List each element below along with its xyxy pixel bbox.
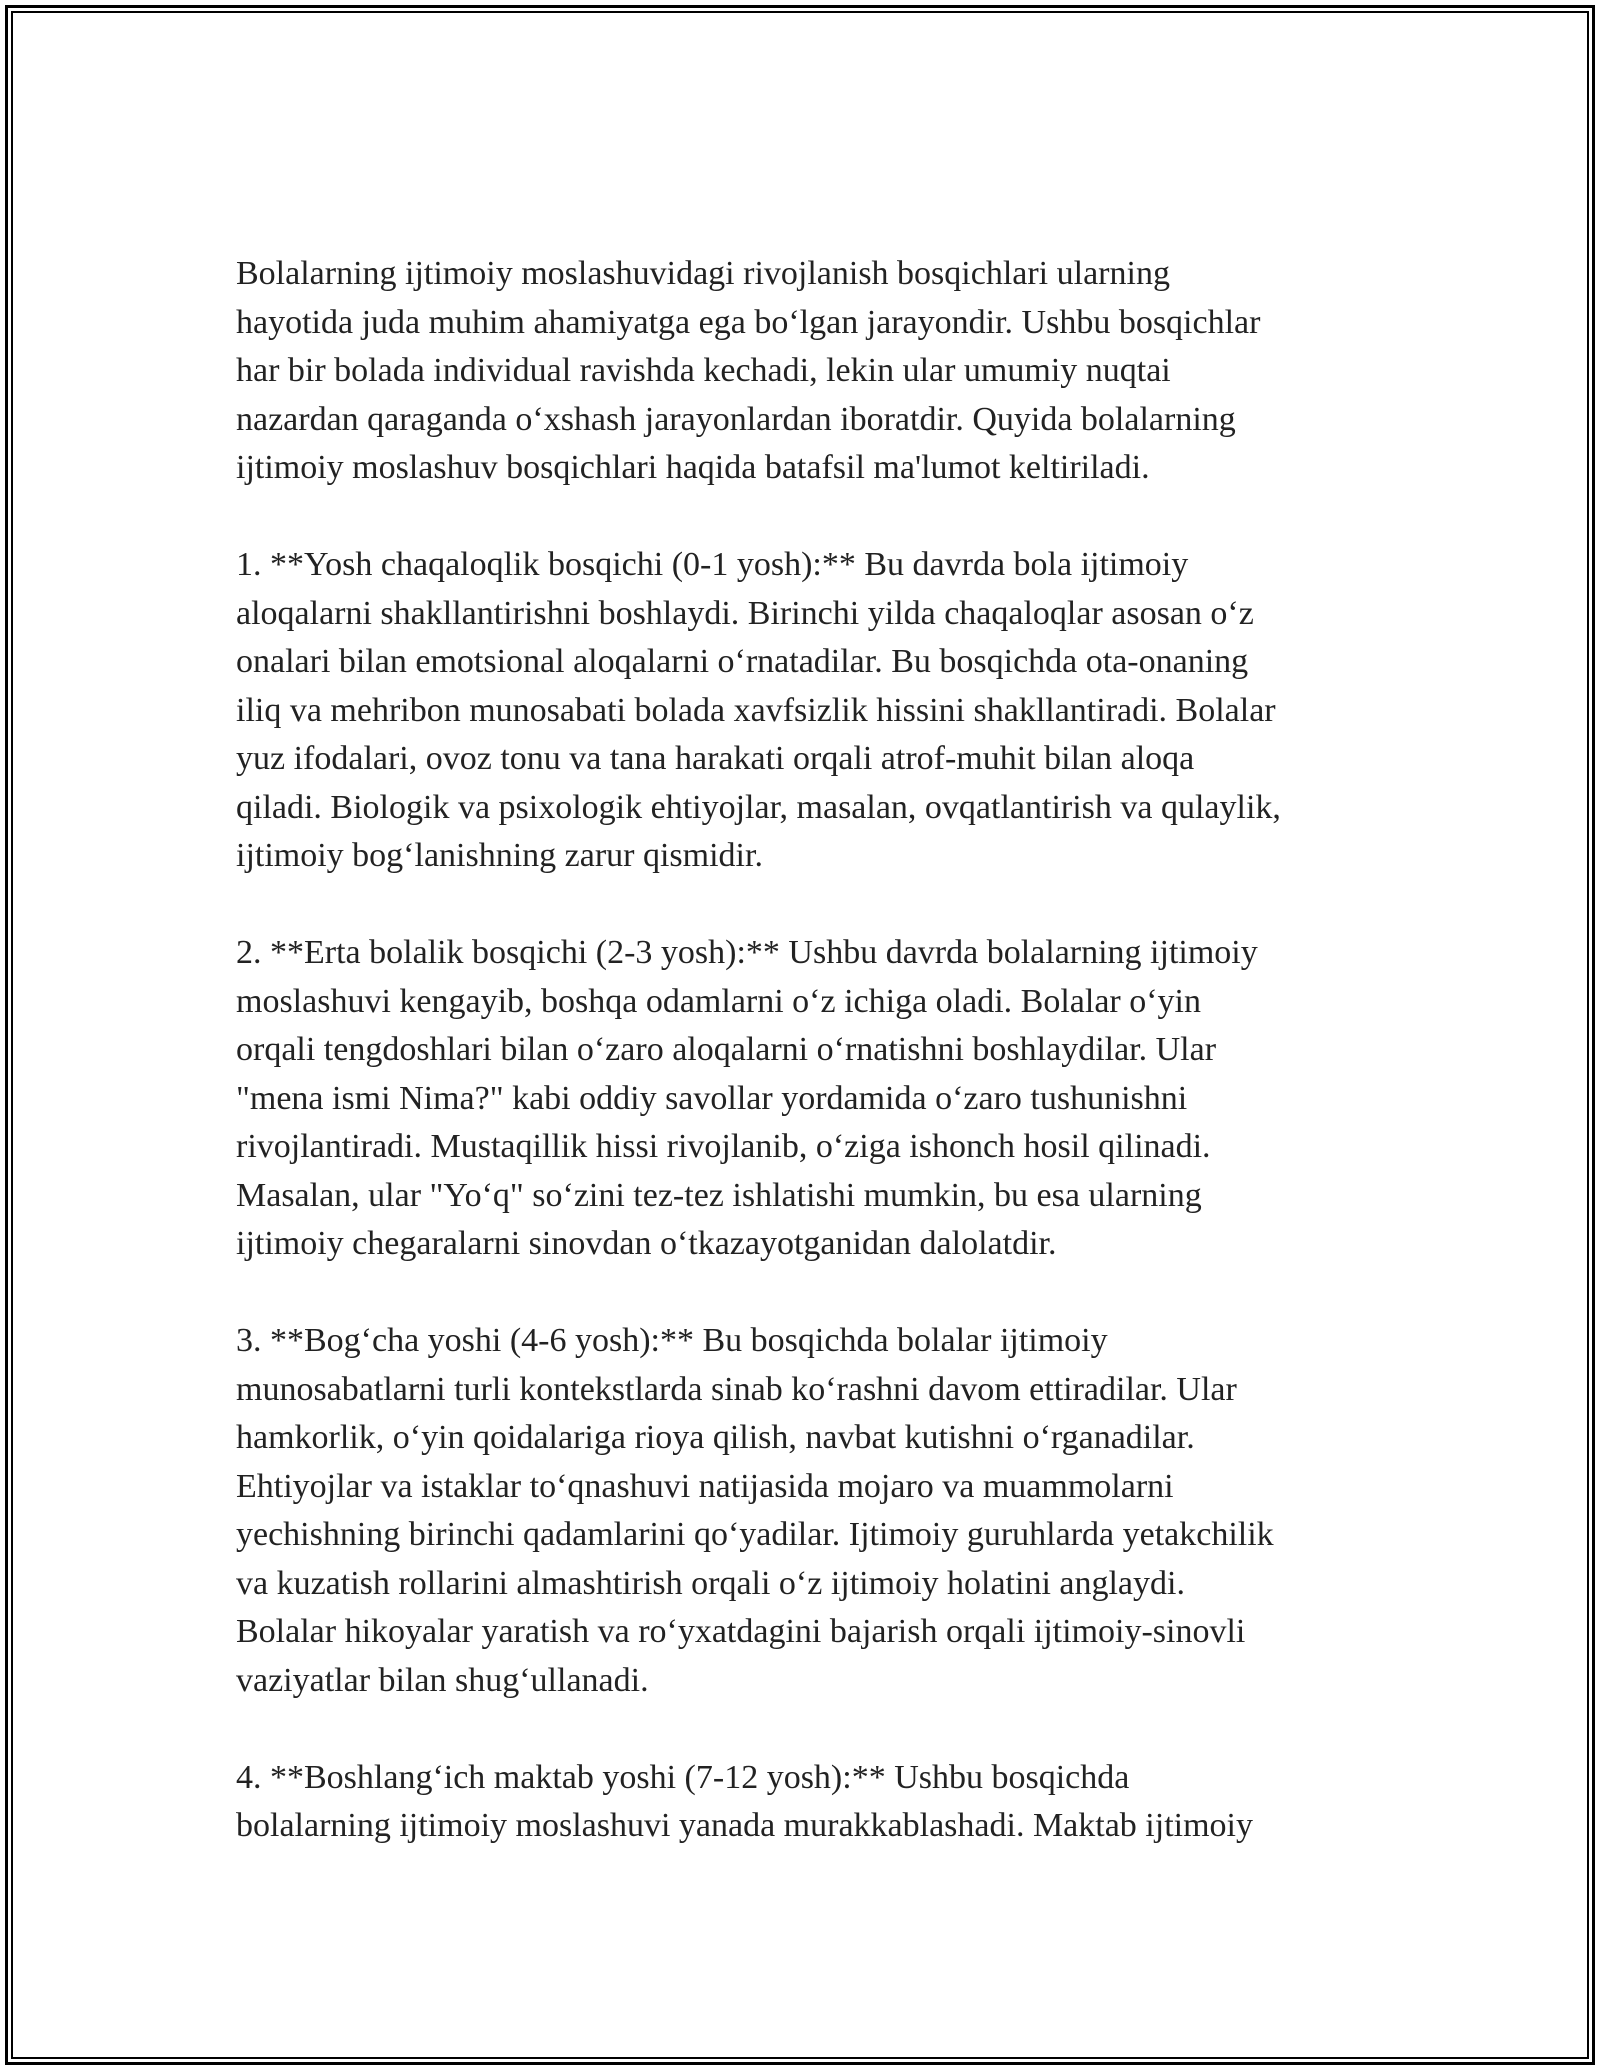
document-body bbox=[236, 250, 1366, 1851]
intro-paragraph: Bolalarning ijtimoiy moslashuvidagi rivojlanish bosqichlari ularning hayotida juda muhim ahamiyatga ega bo‘lgan jarayondir. Ushbu bosqichlar har bir bolada individual ravishda kechadi, lekin ular umumiy nuqtai nazardan qaraganda o‘xshash jarayonlardan iboratdir. Quyida bolalarning ijtimoiy moslashuv bosqichlari haqida batafsil ma'lumot keltiriladi. bbox=[236, 255, 1261, 486]
stage-4-paragraph: 4. **Boshlang‘ich maktab yoshi (7-12 yosh):** Ushbu bosqichda bolalarning ijtimoiy moslashuvi yanada murakkablashadi. Maktab ijtimoiy bbox=[236, 1758, 1253, 1844]
stage-1-paragraph: 1. **Yosh chaqaloqlik bosqichi (0-1 yosh):** Bu davrda bola ijtimoiy aloqalarni shakllantirishni boshlaydi. Birinchi yilda chaqaloqlar asosan o‘z onalari bilan emotsional aloqalarni o‘rnatadilar. Bu bosqichda ota-onaning iliq va mehribon munosabati bolada xavfsizlik hissini shakllantiradi. Bolalar yuz ifodalari, ovoz tonu va tana harakati orqali atrof-muhit bilan aloqa qiladi. Biologik va psixologik ehtiyojlar, masalan, ovqatlantirish va qulaylik, ijtimoiy bog‘lanishning zarur qismidir. bbox=[236, 546, 1281, 874]
stage-2-paragraph: 2. **Erta bolalik bosqichi (2-3 yosh):** Ushbu davrda bolalarning ijtimoiy moslashuvi kengayib, boshqa odamlarni o‘z ichiga oladi. Bolalar o‘yin orqali tengdoshlari bilan o‘zaro aloqalarni o‘rnatishni boshlaydilar. Ular "mena ismi Nima?" kabi oddiy savollar yordamida o‘zaro tushunishni rivojlantiradi. Mustaqillik hissi rivojlanib, o‘ziga ishonch hosil qilinadi. Masalan, ular "Yo‘q" so‘zini tez-tez ishlatishi mumkin, bu esa ularning ijtimoiy chegaralarni sinovdan o‘tkazayotganidan dalolatdir. bbox=[236, 934, 1258, 1262]
stage-3-paragraph: 3. **Bog‘cha yoshi (4-6 yosh):** Bu bosqichda bolalar ijtimoiy munosabatlarni turli kontekstlarda sinab ko‘rashni davom ettiradilar. Ular hamkorlik, o‘yin qoidalariga rioya qilish, navbat kutishni o‘rganadilar. Ehtiyojlar va istaklar to‘qnashuvi natijasida mojaro va muammolarni yechishning birinchi qadamlarini qo‘yadilar. Ijtimoiy guruhlarda yetakchilik va kuzatish rollarini almashtirish orqali o‘z ijtimoiy holatini anglaydi. Bolalar hikoyalar yaratish va ro‘yxatdagini bajarish orqali ijtimoiy-sinovli vaziyatlar bilan shug‘ullanadi. bbox=[236, 1322, 1274, 1699]
